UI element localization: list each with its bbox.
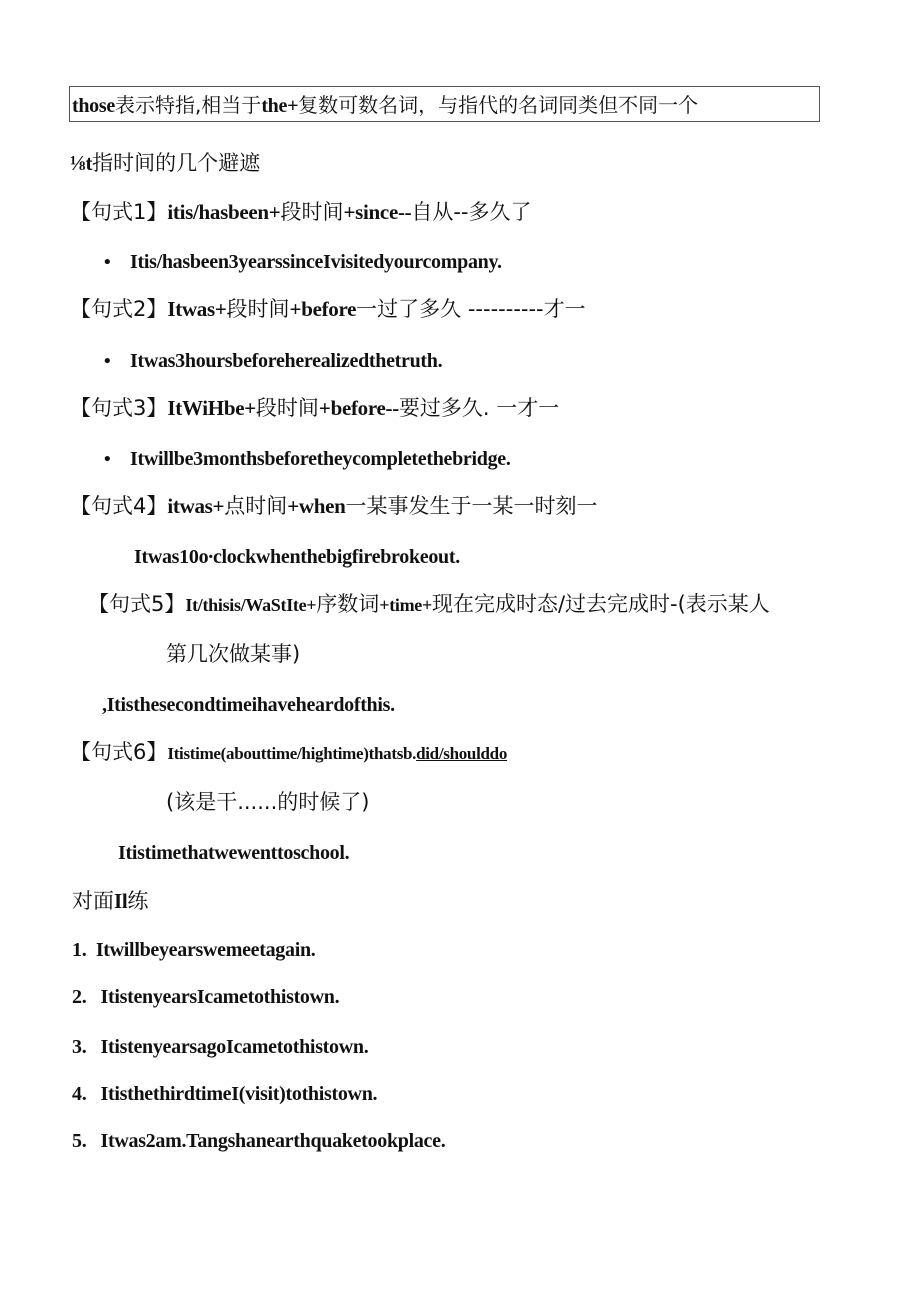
- pattern-en-a: itis/hasbeen+: [167, 200, 281, 224]
- pattern-en-b: +before--: [318, 396, 399, 420]
- exercise-item: [72, 940, 315, 960]
- pattern-6-heading: [70, 742, 507, 763]
- pattern-cn-a: 段时间: [280, 200, 344, 224]
- exercise-item-number: 5.: [72, 1130, 87, 1152]
- exercise-item: [72, 1084, 377, 1104]
- exercise-item-text: Itwas2am.Tangshanearthquaketookplace.: [100, 1130, 446, 1152]
- pattern-en-a: It/thisis/WaStIte+: [185, 595, 317, 615]
- pattern-2-example: Itwas3hoursbeforeherealizedthetruth.: [130, 350, 443, 372]
- pattern-tag: 【句式3】: [70, 396, 168, 420]
- pattern-1-example: Itis/hasbeen3yearssinceIvisitedyourcompany.: [130, 251, 502, 273]
- exercise-item: [72, 987, 339, 1007]
- pattern-3-example: Itwillbe3monthsbeforetheycompletethebridge.: [130, 448, 511, 470]
- note-text: [72, 95, 698, 116]
- exercise-item-number: 3.: [72, 1036, 87, 1058]
- pattern-cn-b: 一某事发生于一某一时刻一: [345, 494, 598, 518]
- exercise-title: [72, 891, 148, 912]
- exercise-item-text: Itwillbeyearswemeetagain.: [95, 939, 316, 961]
- pattern-en-b: +before: [289, 297, 357, 321]
- pattern-5-heading: [88, 594, 770, 615]
- pattern-cn-a: 点时间: [224, 494, 288, 518]
- exercise-title-cn-b: 练: [127, 889, 149, 913]
- section-title-cn: 指时间的几个避遮: [92, 151, 261, 175]
- pattern-3-heading: [70, 398, 559, 419]
- note-cn-a: 表示特指,相当于: [114, 93, 262, 117]
- section-title-en: ⅛t: [70, 151, 93, 175]
- pattern-cn-b: 一过了多久 ----------才一: [356, 297, 586, 321]
- exercise-item: [72, 1037, 368, 1057]
- exercise-title-cn-a: 对面: [72, 889, 114, 913]
- pattern-en-b: +time+: [379, 595, 432, 615]
- bullet-icon: •: [102, 351, 113, 372]
- pattern-en-a: ItWiHbe+: [167, 396, 256, 420]
- note-cn-b: 复数可数名词，与指代的名词同类但不同一个: [298, 93, 699, 117]
- pattern-6-meaning: (该是干......的时候了): [166, 790, 370, 814]
- pattern-tag: 【句式6】: [70, 740, 168, 764]
- exercise-item-number: 4.: [72, 1083, 87, 1105]
- pattern-1-heading: [70, 202, 532, 223]
- pattern-cn-b: 现在完成时态/过去完成时-(表示某人: [431, 592, 770, 616]
- pattern-en-b: +when: [287, 494, 346, 518]
- bullet-icon: •: [102, 449, 113, 470]
- pattern-en-a: Itwas+: [167, 297, 227, 321]
- pattern-2-heading: [70, 299, 586, 320]
- pattern-cn-b: 要过多久. 一才一: [398, 396, 560, 420]
- pattern-tag: 【句式1】: [70, 200, 168, 224]
- pattern-cn-a: 段时间: [226, 297, 290, 321]
- note-en-a: those: [72, 95, 115, 117]
- pattern-en-a: Itistime(abouttime/hightime)thatsb.: [167, 744, 417, 763]
- pattern-cn-a: 段时间: [255, 396, 319, 420]
- pattern-4-heading: [70, 496, 598, 517]
- section-title: [70, 153, 260, 174]
- exercise-item-number: 1.: [72, 939, 87, 961]
- exercise-item: [72, 1131, 445, 1151]
- pattern-cn-b: 自从--多久了: [411, 200, 532, 224]
- exercise-title-en: Il: [114, 889, 128, 913]
- exercise-item-text: ItisthethirdtimeI(visit)tothistown.: [100, 1083, 378, 1105]
- bullet-icon: •: [102, 252, 113, 273]
- pattern-tag: 【句式5】: [88, 592, 186, 616]
- pattern-5-continuation: 第几次做某事): [166, 642, 301, 666]
- pattern-en-b: +since--: [343, 200, 412, 224]
- exercise-item-number: 2.: [72, 986, 87, 1008]
- note-en-b: the+: [261, 95, 299, 117]
- exercise-item-text: ItistenyearsagoIcametothistown.: [100, 1036, 369, 1058]
- exercise-item-text: ItistenyearsIcametothistown.: [100, 986, 340, 1008]
- pattern-tag: 【句式4】: [70, 494, 168, 518]
- pattern-cn-a: 序数词: [316, 592, 380, 616]
- pattern-en-a: itwas+: [167, 494, 225, 518]
- pattern-4-example: Itwas10o∙clockwhenthebigfirebrokeout.: [134, 546, 460, 568]
- pattern-en-underlined: did/shoulddo: [416, 744, 508, 763]
- pattern-6-example: Itistimethatwewenttoschool.: [118, 842, 350, 864]
- pattern-5-example: ,Itisthesecondtimeihaveheardofthis.: [102, 694, 395, 716]
- pattern-tag: 【句式2】: [70, 297, 168, 321]
- note-box: [69, 86, 820, 122]
